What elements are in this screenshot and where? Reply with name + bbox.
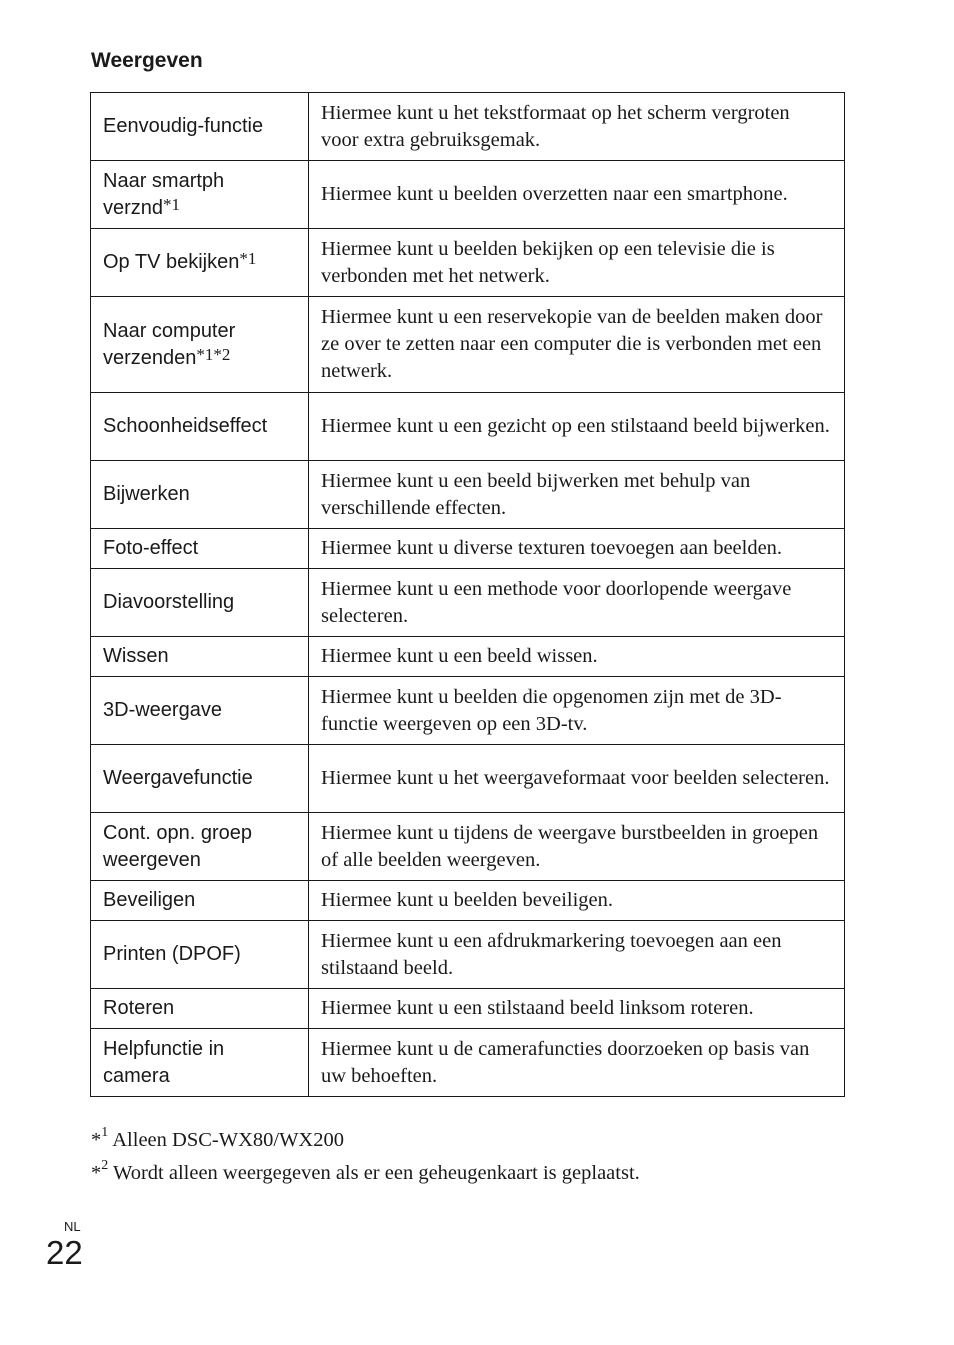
menu-item-name <box>91 297 309 393</box>
menu-item-name <box>91 569 309 637</box>
footnote-mark: *1 <box>163 194 181 214</box>
menu-item-description: Hiermee kunt u een afdrukmarkering toevoegen aan een stilstaand beeld. <box>309 921 845 989</box>
menu-item-label: Op TV bekijken <box>103 251 240 273</box>
table-row <box>91 677 845 745</box>
table-row <box>91 229 845 297</box>
table-row <box>91 1029 845 1097</box>
table-row <box>91 745 845 813</box>
menu-item-description: Hiermee kunt u een reservekopie van de beelden maken door ze over te zetten naar een computer die is verbonden met een netwerk. <box>309 297 845 393</box>
menu-item-description: Hiermee kunt u een stilstaand beeld linksom roteren. <box>309 989 845 1029</box>
footnote-marker: * <box>91 1128 102 1151</box>
menu-item-label: Beveiligen <box>103 889 196 911</box>
table-row <box>91 297 845 393</box>
menu-item-label: Helpfunctie in camera <box>103 1037 225 1087</box>
menu-item-name <box>91 161 309 229</box>
playback-menu-table <box>90 92 845 1097</box>
menu-item-label: Cont. opn. groep weergeven <box>103 821 252 871</box>
table-row <box>91 921 845 989</box>
footnote-marker: * <box>91 1161 102 1184</box>
table-row <box>91 637 845 677</box>
footnote-1 <box>91 1121 640 1154</box>
menu-item-description: Hiermee kunt u een methode voor doorlopende weergave selecteren. <box>309 569 845 637</box>
menu-item-label: Printen (DPOF) <box>103 943 241 965</box>
menu-item-name <box>91 989 309 1029</box>
menu-item-description: Hiermee kunt u een gezicht op een stilstaand beeld bijwerken. <box>309 393 845 461</box>
menu-item-label: Foto-effect <box>103 537 199 559</box>
menu-item-label: 3D-weergave <box>103 699 222 721</box>
footnote-text: Wordt alleen weergegeven als er een geheugenkaart is geplaatst. <box>113 1161 640 1184</box>
menu-item-description: Hiermee kunt u diverse texturen toevoegen aan beelden. <box>309 529 845 569</box>
language-code: NL <box>64 1219 81 1234</box>
menu-item-label: Naar smartph verznd <box>103 169 225 219</box>
menu-item-description: Hiermee kunt u de camerafuncties doorzoeken op basis van uw behoeften. <box>309 1029 845 1097</box>
footnote-mark: *1 <box>239 249 257 268</box>
menu-item-name <box>91 229 309 297</box>
footnote-2 <box>91 1154 640 1187</box>
menu-item-label: Schoonheidseffect <box>103 415 268 437</box>
table-row <box>91 461 845 529</box>
page-number: 22 <box>46 1234 83 1271</box>
menu-item-name <box>91 881 309 921</box>
footnote-number: 1 <box>101 1125 109 1140</box>
menu-item-label: Bijwerken <box>103 483 190 505</box>
menu-item-label: Weergavefunctie <box>103 767 253 789</box>
table-row <box>91 813 845 881</box>
menu-item-name <box>91 921 309 989</box>
menu-item-name <box>91 393 309 461</box>
menu-item-label: Diavoorstelling <box>103 591 235 613</box>
table-row <box>91 989 845 1029</box>
menu-item-description: Hiermee kunt u een beeld wissen. <box>309 637 845 677</box>
menu-item-description: Hiermee kunt u tijdens de weergave burstbeelden in groepen of alle beelden weergeven. <box>309 813 845 881</box>
menu-item-description: Hiermee kunt u het weergaveformaat voor beelden selecteren. <box>309 745 845 813</box>
menu-item-name <box>91 813 309 881</box>
menu-item-label: Roteren <box>103 997 175 1019</box>
menu-item-name <box>91 745 309 813</box>
menu-item-name <box>91 461 309 529</box>
section-title: Weergeven <box>91 49 203 72</box>
menu-item-description: Hiermee kunt u een beeld bijwerken met behulp van verschillende effecten. <box>309 461 845 529</box>
menu-item-label: Eenvoudig-functie <box>103 115 264 137</box>
menu-item-label: Naar computer verzenden <box>103 319 236 369</box>
table-row <box>91 93 845 161</box>
table-row <box>91 529 845 569</box>
footnotes <box>91 1121 640 1187</box>
table-row <box>91 569 845 637</box>
menu-item-name <box>91 637 309 677</box>
table-row <box>91 393 845 461</box>
menu-item-label: Wissen <box>103 645 169 667</box>
footnote-text: Alleen DSC-WX80/WX200 <box>112 1128 344 1151</box>
footnote-mark: *1*2 <box>196 344 231 364</box>
menu-item-description: Hiermee kunt u beelden bekijken op een televisie die is verbonden met het netwerk. <box>309 229 845 297</box>
menu-item-description: Hiermee kunt u beelden die opgenomen zijn met de 3D-functie weergeven op een 3D-tv. <box>309 677 845 745</box>
menu-item-description: Hiermee kunt u beelden beveiligen. <box>309 881 845 921</box>
menu-item-name <box>91 93 309 161</box>
table-row <box>91 881 845 921</box>
menu-item-name <box>91 1029 309 1097</box>
menu-item-name <box>91 677 309 745</box>
footnote-number: 2 <box>101 1157 109 1173</box>
table-row <box>91 161 845 229</box>
menu-item-description: Hiermee kunt u het tekstformaat op het scherm vergroten voor extra gebruiksgemak. <box>309 93 845 161</box>
menu-item-name <box>91 529 309 569</box>
menu-item-description: Hiermee kunt u beelden overzetten naar een smartphone. <box>309 161 845 229</box>
